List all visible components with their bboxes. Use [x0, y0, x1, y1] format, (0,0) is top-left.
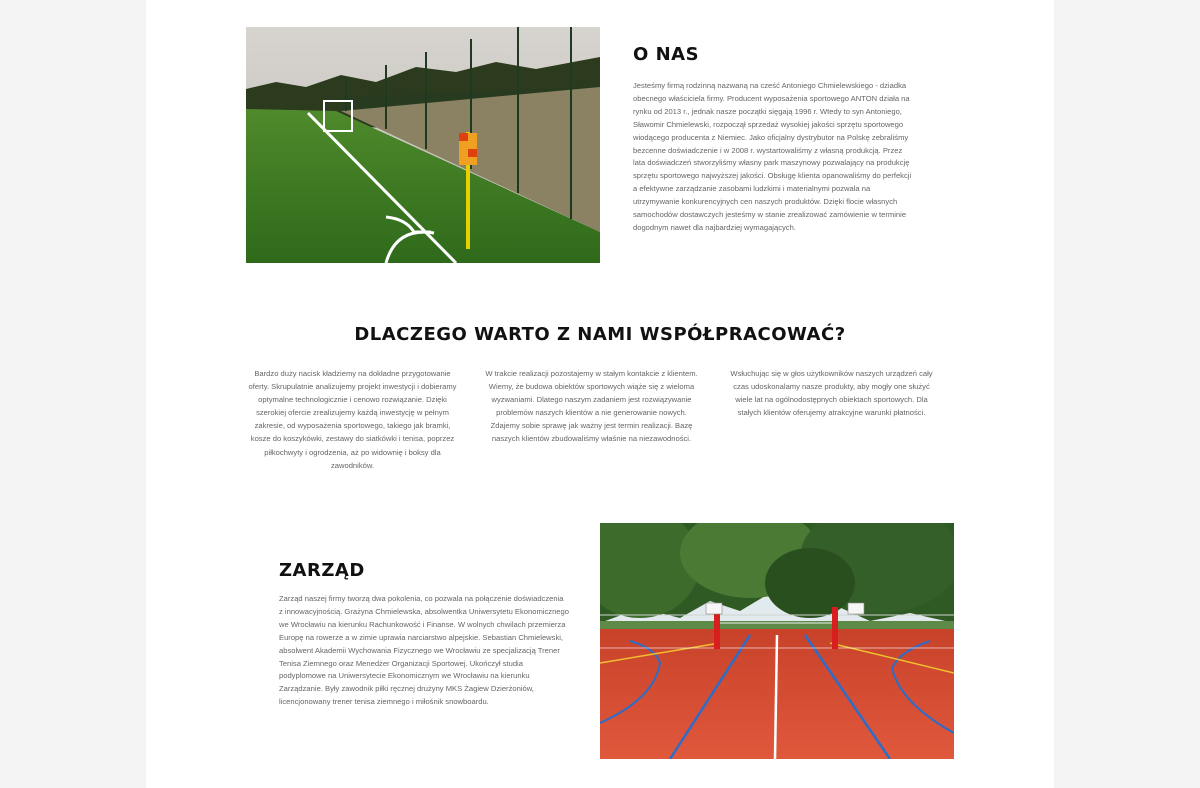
why-column-2: W trakcie realizacji pozostajemy w stałym kontakcie z klientem. Wiemy, że budowa obiektów sportowych wiąże się z wieloma wyzwaniami. Dlatego naszym zadaniem jest rozwiązywanie problemów naszych klientów a nie generowanie nowych. Zdajemy sobie sprawę jak ważny jest termin realizacji. Bazę naszych klientów zbudowaliśmy właśnie na niezawodności. [485, 369, 698, 444]
about-text: Jesteśmy firmą rodzinną nazwaną na cześć Antoniego Chmielewskiego - dziadka obecnego właściciela firmy. Producent wyposażenia sportowego ANTON działa na rynku od 2013 r., jednak nasze początki sięgają 1996 r. Wtedy to syn Antoniego, Sławomir Chmielewski, rozpoczął sprzedaż wysokiej jakości sprzętu sportowego wiodącego producenta z Niemiec. Jako oficjalny dystrybutor na Polskę zebraliśmy bezcenne doświadczenie i w 2008 r. wystartowaliśmy z własną produkcją. Przez lata doświadczeń stworzyliśmy własny park maszynowy pozwalający na produkcję sprzętu sportowego najwyższej jakości. Obsługę klienta opanowaliśmy do perfekcji a efektywne zarządzanie zasobami ludzkimi i materialnymi pozwala na utrzymywanie konkurencyjnych cen naszych produktów. Dzięki flocie własnych samochodów dostawczych jesteśmy w stanie zrealizować zamówienie w terminie dogodnym nawet dla najbardziej wymagających. [633, 81, 912, 232]
why-column-1: Bardzo duży nacisk kładziemy na dokładne przygotowanie oferty. Skrupulatnie analizujemy projekt inwestycji i dobieramy optymalne technologicznie i cenowo rozwiązanie. Dzięki szerokiej ofercie zrealizujemy każdą inwestycję w pełnym zakresie, od wyposażenia sportowego, takiego jak bramki, kosze do koszykówki, zestawy do siatkówki i tenisa, poprzez piłkochwyty i ogrodzenia, aż po widownię i boksy dla zawodników. [248, 369, 457, 470]
why-title: DLACZEGO WARTO Z NAMI WSPÓŁPRACOWAĆ? [354, 324, 846, 345]
sports-court-image [600, 523, 954, 759]
content-panel [146, 0, 1054, 788]
board-text: Zarząd naszej firmy tworzą dwa pokolenia, co pozwala na połączenie doświadczenia z innowacyjnością. Grażyna Chmielewska, absolwentka Uniwersytetu Ekonomicznego we Wrocławiu na kierunku Rachunkowość i Finanse. W wolnych chwilach przemierza Europę na rowerze a w zimie uprawia narciarstwo alpejskie. Sebastian Chmielewski, absolwent Akademii Wychowania Fizycznego we Wrocławiu ze specjalizacją Trener Tenisa Ziemnego oraz Menedżer Organizacji Sportowej. Ukończył studia podyplomowe na Uniwersytecie Ekonomicznym we Wrocławiu na kierunku Zarządzanie. Były zawodnik piłki ręcznej drużyny MKS Żagiew Dzierżoniów, licencjonowany trener tenisa ziemnego i miłośnik snowboardu. [279, 594, 569, 707]
why-column-3: Wsłuchując się w głos użytkowników naszych urządzeń cały czas udoskonalamy nasze produkty, aby mogły one służyć wiele lat na ogólnodostępnych obiektach sportowych. Dla stałych klientów oferujemy atrakcyjne warunki płatności. [730, 369, 933, 418]
about-title: O NAS [633, 44, 700, 65]
football-pitch-image [246, 27, 600, 263]
board-title: ZARZĄD [279, 560, 365, 581]
